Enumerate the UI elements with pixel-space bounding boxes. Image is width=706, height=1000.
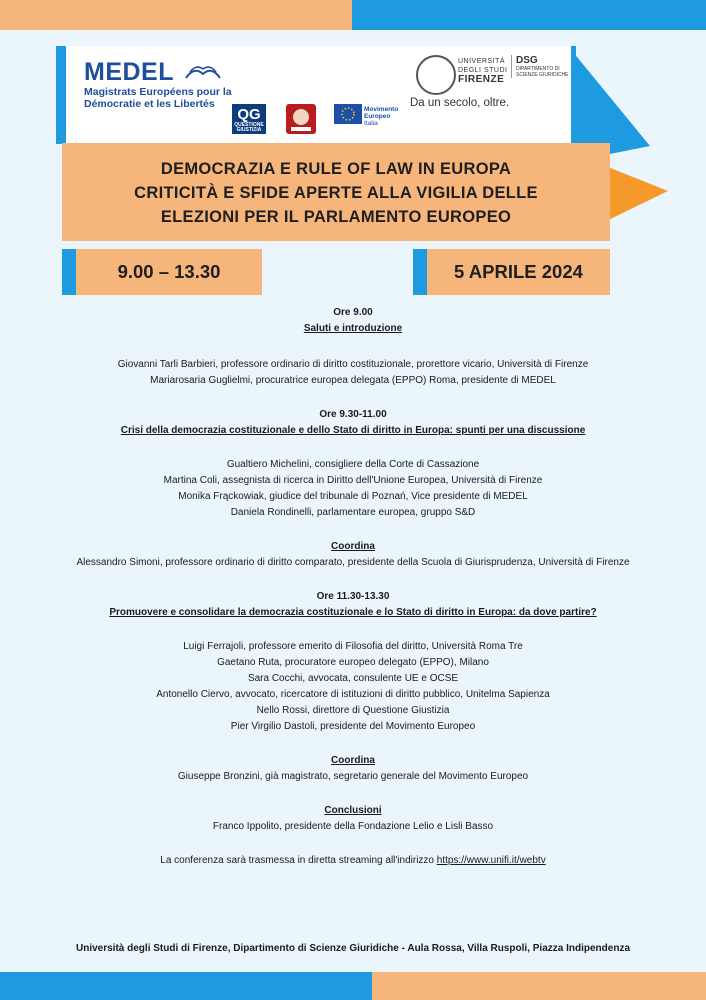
speaker: Daniela Rondinelli, parlamentare europea, gruppo S&D bbox=[230, 507, 476, 518]
conclusions-speaker: Franco Ippolito, presidente della Fondazione Lelio e Lisli Basso bbox=[212, 821, 494, 832]
streaming-link[interactable]: https://www.unifi.it/webtv bbox=[436, 855, 546, 866]
unifi-seal-icon bbox=[416, 55, 456, 95]
speaker: Sara Cocchi, avvocata, consulente UE e OCSE bbox=[247, 673, 459, 684]
speaker: Giovanni Tarli Barbieri, professore ordinario di diritto costituzionale, prorettore vicario, Università di Firenze bbox=[117, 359, 589, 370]
emblem-icon bbox=[286, 104, 316, 134]
time-pill-accent bbox=[62, 249, 76, 295]
medel-logo bbox=[84, 58, 234, 118]
session-3-time: Ore 11.30-13.30 bbox=[316, 591, 390, 602]
questione-giustizia-logo: QG QUESTIONE GIUSTIZIA bbox=[232, 104, 266, 134]
session-2-title: Crisi della democrazia costituzionale e dello Stato di diritto in Europa: spunti per una discussione bbox=[120, 425, 586, 436]
time-pill: 9.00 – 13.30 bbox=[76, 249, 262, 295]
session-2-coordinator: Alessandro Simoni, professore ordinario di diritto comparato, presidente della Scuola di Giurisprudenza, Università di Firenze bbox=[76, 557, 630, 568]
speaker: Nello Rossi, direttore di Questione Giustizia bbox=[256, 705, 450, 716]
top-left-orange-bar bbox=[0, 0, 352, 30]
session-3-coordinator: Giuseppe Bronzini, già magistrato, segretario generale del Movimento Europeo bbox=[177, 771, 529, 782]
session-3-coord-label: Coordina bbox=[331, 755, 375, 766]
date-pill-accent bbox=[413, 249, 427, 295]
session-2-coord-label: Coordina bbox=[331, 541, 375, 552]
bottom-left-blue-bar bbox=[0, 972, 372, 1000]
speaker: Antonello Ciervo, avvocato, ricercatore di istituzioni di diritto pubblico, Unitelma Sapienza bbox=[156, 689, 550, 700]
unifi-name: UNIVERSITÀ DEGLI STUDI FIRENZE bbox=[458, 58, 508, 85]
eu-flag-icon bbox=[334, 104, 362, 124]
bottom-right-orange-bar bbox=[372, 972, 706, 1000]
speaker: Mariarosaria Guglielmi, procuratrice europea delegata (EPPO) Roma, presidente di MEDEL bbox=[150, 375, 556, 386]
medel-subtitle: Magistrats Européens pour la Démocratie et les Libertés bbox=[84, 86, 232, 110]
magistratura-democratica-logo bbox=[286, 104, 316, 134]
dsg-logo: DSG DIPARTIMENTO DI SCIENZE GIURIDICHE bbox=[511, 55, 570, 78]
speaker: Gaetano Ruta, procuratore europeo delegato (EPPO), Milano bbox=[217, 657, 489, 668]
program bbox=[0, 305, 706, 869]
date-pill: 5 APRILE 2024 bbox=[427, 249, 610, 295]
speaker: Gualtiero Michelini, consigliere della Corte di Cassazione bbox=[226, 459, 480, 470]
session-2-time: Ore 9.30-11.00 bbox=[319, 409, 387, 420]
speaker: Martina Coli, assegnista di ricerca in Diritto dell'Unione Europea, Università di Firenze bbox=[163, 475, 543, 486]
streaming-note: La conferenza sarà trasmessa in diretta streaming all'indirizzo https://www.unifi.it/webtv bbox=[160, 855, 546, 866]
medel-name: MEDEL bbox=[84, 58, 174, 86]
orange-arrow bbox=[598, 163, 678, 227]
unifi-logo bbox=[410, 55, 570, 115]
session-1-title: Saluti e introduzione bbox=[303, 323, 403, 334]
session-1-time: Ore 9.00 bbox=[333, 307, 373, 318]
page-title: DEMOCRAZIA E RULE OF LAW IN EUROPA CRITICITÀ E SFIDE APERTE ALLA VIGILIA DELLE ELEZIONI PER IL PARLAMENTO EUROPEO bbox=[134, 160, 538, 226]
top-right-blue-bar bbox=[352, 0, 706, 30]
footer-venue: Università degli Studi di Firenze, Dipartimento di Scienze Giuridiche - Aula Rossa, Villa Ruspoli, Piazza Indipendenza bbox=[76, 943, 630, 954]
speaker: Luigi Ferrajoli, professore emerito di Filosofia del diritto, Università Roma Tre bbox=[183, 641, 523, 652]
book-icon bbox=[184, 60, 222, 82]
speaker: Pier Virgilio Dastoli, presidente del Movimento Europeo bbox=[230, 721, 476, 732]
session-3-title: Promuovere e consolidare la democrazia costituzionale e lo Stato di diritto in Europa: da dove partire? bbox=[109, 607, 597, 618]
movimento-europeo-logo: Movimento Europeo Italia bbox=[364, 106, 399, 127]
conclusions-label: Conclusioni bbox=[324, 805, 382, 816]
speaker: Monika Frąckowiak, giudice del tribunale di Poznań, Vice presidente di MEDEL bbox=[178, 491, 528, 502]
unifi-motto: Da un secolo, oltre. bbox=[410, 97, 510, 109]
title-box bbox=[62, 143, 610, 241]
